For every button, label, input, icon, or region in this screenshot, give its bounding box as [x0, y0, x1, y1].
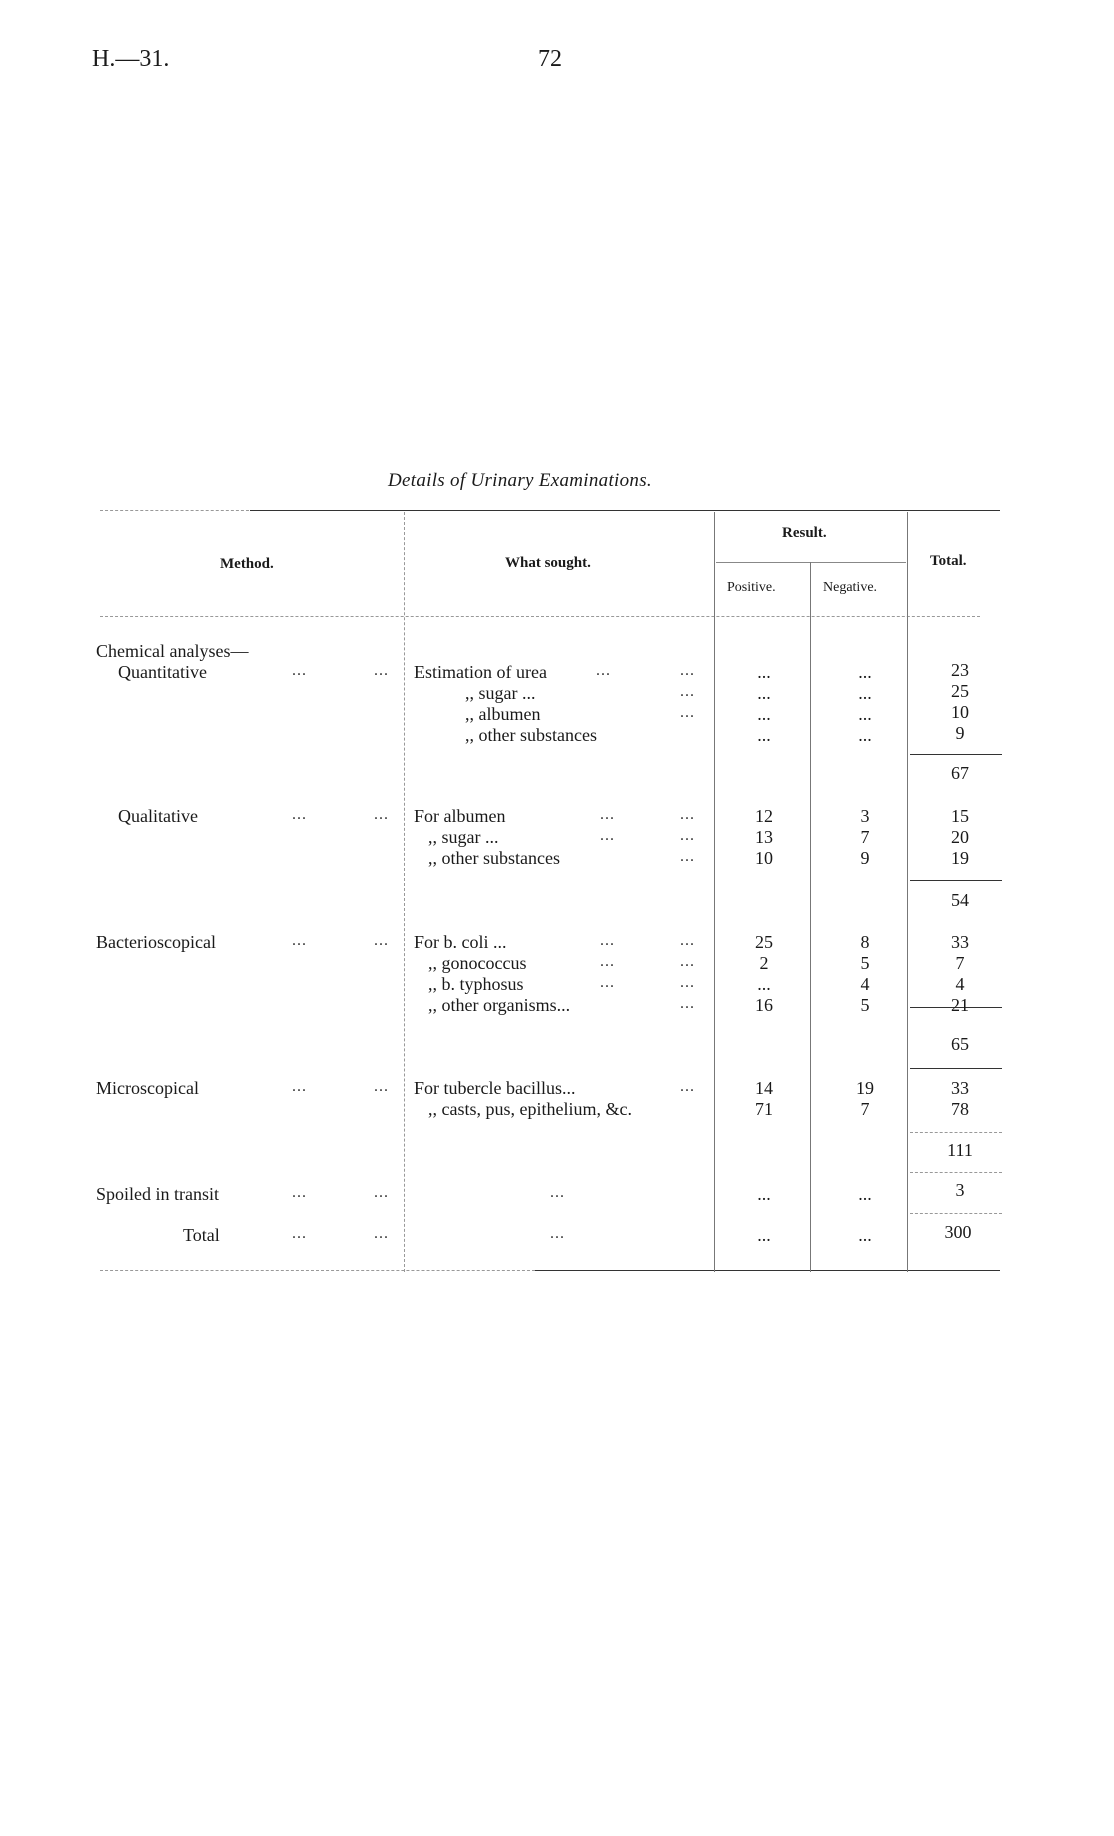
- leader-dots: ...: [680, 932, 695, 949]
- negative-cell: 7: [860, 827, 870, 847]
- positive-cell: 25: [755, 932, 773, 952]
- sought-cell: For b. coli ...: [414, 932, 507, 952]
- positive-cell: 71: [755, 1099, 773, 1119]
- subtotal-cell: 111: [947, 1140, 973, 1160]
- rule-spoiled: [910, 1172, 1002, 1173]
- leader-dots: ...: [680, 974, 695, 991]
- sought-cell: ,, sugar ...: [465, 683, 536, 703]
- negative-cell: 9: [860, 848, 870, 868]
- method-quantitative: Quantitative: [118, 662, 207, 682]
- negative-cell: ...: [858, 683, 872, 703]
- positive-cell: ...: [757, 683, 771, 703]
- col-header-negative: Negative.: [823, 580, 878, 595]
- positive-cell: 12: [755, 806, 773, 826]
- positive-cell: 10: [755, 848, 773, 868]
- sought-cell: ...: [550, 1184, 565, 1201]
- leader-dots: ...: [600, 827, 615, 844]
- total-cell: 20: [951, 827, 969, 847]
- leader-dots: ...: [292, 1184, 307, 1201]
- positive-cell: ...: [757, 725, 771, 745]
- leader-dots: ...: [680, 806, 695, 823]
- positive-cell: ...: [757, 1184, 771, 1204]
- bottom-rule: [535, 1270, 1000, 1271]
- negative-cell: ...: [858, 1184, 872, 1204]
- leader-dots: ...: [292, 932, 307, 949]
- positive-cell: ...: [757, 704, 771, 724]
- negative-cell: ...: [858, 662, 872, 682]
- subtotal-cell: 67: [951, 763, 969, 783]
- col-divider-negative: [907, 512, 908, 1272]
- leader-dots: ...: [374, 932, 389, 949]
- sought-cell: ,, sugar ...: [428, 827, 499, 847]
- sought-cell: ...: [550, 1225, 565, 1242]
- positive-cell: ...: [757, 662, 771, 682]
- sought-cell: For tubercle bacillus...: [414, 1078, 576, 1098]
- bottom-rule-left: [100, 1270, 535, 1271]
- positive-cell: ...: [757, 974, 771, 994]
- subtotal-rule-quant: [910, 754, 1002, 755]
- sought-cell: ,, other substances: [465, 725, 597, 745]
- col-divider-sought: [714, 512, 715, 1272]
- positive-cell: 13: [755, 827, 773, 847]
- leader-dots: ...: [680, 662, 695, 679]
- positive-cell: 2: [759, 953, 769, 973]
- leader-dots: ...: [680, 683, 695, 700]
- sought-cell: ,, other substances: [428, 848, 560, 868]
- leader-dots: ...: [600, 974, 615, 991]
- col-header-what-sought: What sought.: [505, 555, 591, 571]
- leader-dots: ...: [680, 953, 695, 970]
- method-bacterioscopical: Bacterioscopical: [96, 932, 216, 952]
- method-microscopical: Microscopical: [96, 1078, 199, 1098]
- leader-dots: ...: [596, 662, 611, 679]
- total-cell: 4: [955, 974, 965, 994]
- leader-dots: ...: [600, 932, 615, 949]
- negative-cell: 19: [856, 1078, 874, 1098]
- sought-cell: ,, albumen: [465, 704, 541, 724]
- leader-dots: ...: [374, 662, 389, 679]
- subtotal-rule-micro: [910, 1068, 1002, 1069]
- total-cell: 78: [951, 1099, 969, 1119]
- leader-dots: ...: [292, 1225, 307, 1242]
- leader-dots: ...: [680, 1078, 695, 1095]
- negative-cell: 4: [860, 974, 870, 994]
- total-cell: 9: [955, 723, 965, 743]
- col-header-result: Result.: [782, 525, 827, 541]
- page-number: 72: [538, 46, 562, 72]
- leader-dots: ...: [374, 1078, 389, 1095]
- grand-total-cell: 300: [944, 1222, 972, 1242]
- subtotal-rule-micro-end: [910, 1132, 1002, 1133]
- sought-cell: ,, casts, pus, epithelium, &c.: [428, 1099, 632, 1119]
- total-cell: 19: [951, 848, 969, 868]
- rule-total: [910, 1213, 1002, 1214]
- negative-cell: ...: [858, 725, 872, 745]
- subtotal-cell: 65: [951, 1034, 969, 1054]
- positive-cell: ...: [757, 1225, 771, 1245]
- negative-cell: 8: [860, 932, 870, 952]
- leader-dots: ...: [292, 806, 307, 823]
- leader-dots: ...: [600, 806, 615, 823]
- leader-dots: ...: [680, 995, 695, 1012]
- table-title: Details of Urinary Examinations.: [388, 470, 652, 491]
- method-total: Total: [183, 1225, 220, 1245]
- method-chemical-analyses: Chemical analyses—: [96, 641, 249, 661]
- page-reference: H.—31.: [92, 46, 170, 72]
- col-divider-method: [404, 512, 405, 1272]
- leader-dots: ...: [374, 1225, 389, 1242]
- leader-dots: ...: [374, 1184, 389, 1201]
- leader-dots: ...: [292, 1078, 307, 1095]
- total-cell: 23: [951, 660, 969, 680]
- col-header-method: Method.: [220, 556, 274, 572]
- negative-cell: 7: [860, 1099, 870, 1119]
- sought-cell: ,, gonococcus: [428, 953, 527, 973]
- leader-dots: ...: [680, 827, 695, 844]
- sought-cell: ,, other organisms...: [428, 995, 571, 1015]
- sought-cell: Estimation of urea: [414, 662, 547, 682]
- positive-cell: 16: [755, 995, 773, 1015]
- method-qualitative: Qualitative: [118, 806, 198, 826]
- total-cell: 15: [951, 806, 969, 826]
- method-spoiled-in-transit: Spoiled in transit: [96, 1184, 219, 1204]
- total-cell: 33: [951, 1078, 969, 1098]
- total-cell: 10: [951, 702, 969, 722]
- sought-cell: ,, b. typhosus: [428, 974, 524, 994]
- col-header-positive: Positive.: [727, 580, 776, 595]
- negative-cell: ...: [858, 1225, 872, 1245]
- total-cell: 33: [951, 932, 969, 952]
- total-cell: 7: [955, 953, 965, 973]
- total-cell: 25: [951, 681, 969, 701]
- leader-dots: ...: [680, 848, 695, 865]
- leader-dots: ...: [600, 953, 615, 970]
- negative-cell: ...: [858, 704, 872, 724]
- leader-dots: ...: [292, 662, 307, 679]
- subtotal-cell: 54: [951, 890, 969, 910]
- total-cell: 3: [955, 1180, 965, 1200]
- sought-cell: For albumen: [414, 806, 506, 826]
- negative-cell: 5: [860, 995, 870, 1015]
- leader-dots: ...: [374, 806, 389, 823]
- subtotal-rule-qual: [910, 880, 1002, 881]
- col-divider-positive: [810, 562, 811, 1272]
- col-header-total: Total.: [930, 553, 967, 569]
- positive-cell: 14: [755, 1078, 773, 1098]
- header-bottom-rule: [100, 616, 980, 617]
- leader-dots: ...: [680, 704, 695, 721]
- negative-cell: 3: [860, 806, 870, 826]
- result-rule: [716, 562, 906, 563]
- total-cell: 21: [951, 995, 969, 1015]
- negative-cell: 5: [860, 953, 870, 973]
- top-rule: [250, 510, 1000, 511]
